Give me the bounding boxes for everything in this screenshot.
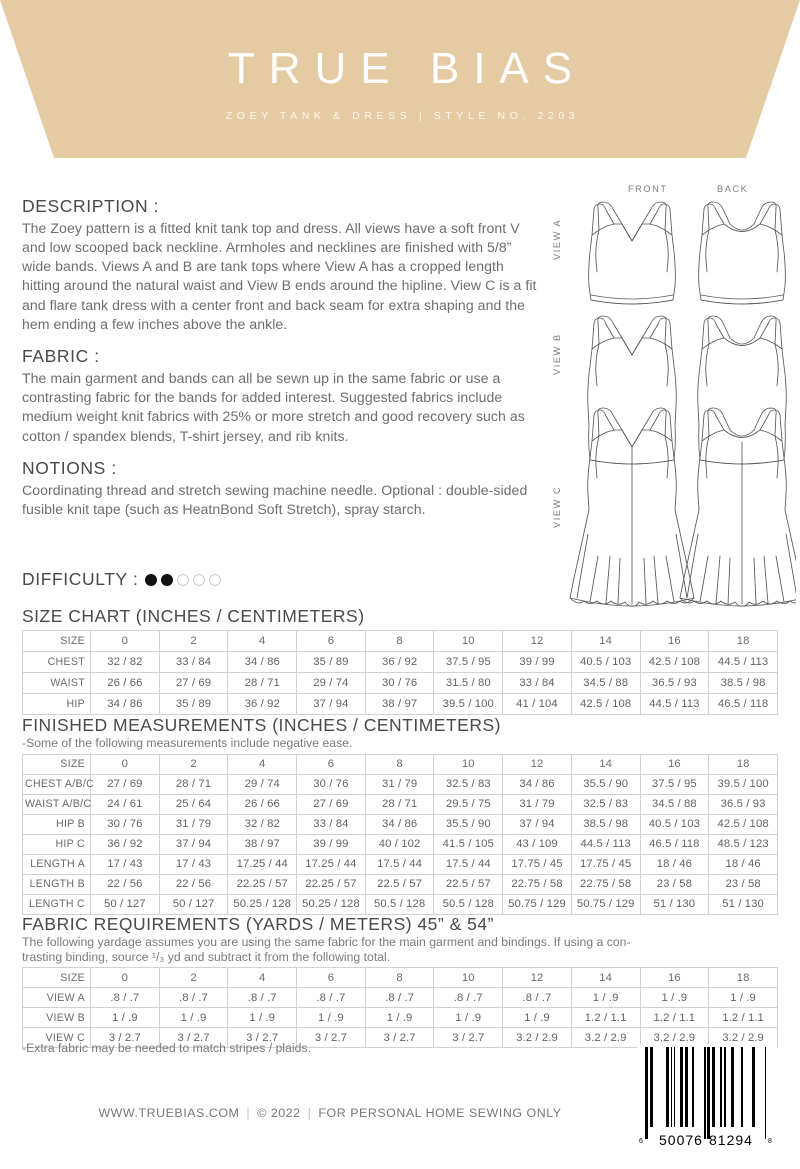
table-row-label: LENGTH C (23, 894, 91, 914)
table-row (23, 894, 778, 914)
table-cell: 22.25 / 57 (297, 874, 366, 894)
table-cell: 1 / .9 (434, 1008, 503, 1028)
table-size-header: 12 (503, 631, 572, 652)
table-cell: 35.5 / 90 (571, 774, 640, 794)
table-cell: 37 / 94 (503, 814, 572, 834)
barcode (637, 1044, 777, 1148)
rights-text: FOR PERSONAL HOME SEWING ONLY (318, 1106, 562, 1120)
table-row (23, 1008, 778, 1028)
table-row (23, 874, 778, 894)
footer-credits (0, 1106, 660, 1120)
svg-text:6: 6 (639, 1138, 643, 1145)
table-row (23, 794, 778, 814)
view-a-back-drawing (699, 202, 786, 304)
table-cell: 1 / .9 (159, 1008, 228, 1028)
table-cell: 22.75 / 58 (571, 874, 640, 894)
table-cell: 34 / 86 (228, 652, 297, 673)
size-chart-title: SIZE CHART (INCHES / CENTIMETERS) (22, 606, 365, 626)
table-cell: 25 / 64 (159, 794, 228, 814)
table-size-header: 0 (91, 754, 160, 774)
table-cell: 42.5 / 108 (709, 814, 778, 834)
table-cell: .8 / .7 (297, 988, 366, 1008)
table-cell: 23 / 58 (709, 874, 778, 894)
table-cell: 34.5 / 88 (571, 673, 640, 694)
view-b-front-drawing (588, 316, 677, 464)
size-chart-section (22, 606, 778, 715)
table-cell: 44.5 / 113 (571, 834, 640, 854)
table-cell: 51 / 130 (640, 894, 709, 914)
table-cell: 50.5 / 128 (365, 894, 434, 914)
table-cell: 39.5 / 100 (434, 694, 503, 715)
table-cell: 34.5 / 88 (640, 794, 709, 814)
table-cell: 1 / .9 (503, 1008, 572, 1028)
table-cell: 50.75 / 129 (571, 894, 640, 914)
table-cell: 3.2 / 2.9 (709, 1028, 778, 1048)
table-size-header: 16 (640, 631, 709, 652)
table-cell: 40 / 102 (365, 834, 434, 854)
table-cell: 38.5 / 98 (571, 814, 640, 834)
table-row-label: WAIST A/B/C (23, 794, 91, 814)
table-cell: 51 / 130 (709, 894, 778, 914)
technical-drawings (546, 178, 796, 608)
table-cell: 38 / 97 (228, 834, 297, 854)
table-cell: 17.75 / 45 (571, 854, 640, 874)
table-cell: 30 / 76 (91, 814, 160, 834)
table-cell: 40.5 / 103 (640, 814, 709, 834)
table-size-header: 14 (571, 754, 640, 774)
table-size-header: 10 (434, 631, 503, 652)
table-cell: 1 / .9 (297, 1008, 366, 1028)
table-corner-label: SIZE (23, 968, 91, 988)
table-cell: 1 / .9 (91, 1008, 160, 1028)
brand-title: TRUE BIAS (227, 43, 587, 93)
table-cell: 36 / 92 (365, 652, 434, 673)
table-cell: 44.5 / 113 (640, 694, 709, 715)
brand-header (0, 0, 800, 160)
table-cell: 17.75 / 45 (503, 854, 572, 874)
table-cell: 46.5 / 118 (640, 834, 709, 854)
table-row-label: CHEST (23, 652, 91, 673)
table-cell: 3 / 2.7 (297, 1028, 366, 1048)
table-cell: 32.5 / 83 (571, 794, 640, 814)
footer-divider-2: | (307, 1106, 312, 1120)
svg-text:8: 8 (768, 1138, 772, 1145)
table-row (23, 834, 778, 854)
difficulty-dot-empty (209, 574, 221, 586)
table-cell: 3.2 / 2.9 (503, 1028, 572, 1048)
table-cell: 37.5 / 95 (434, 652, 503, 673)
table-cell: 1.2 / 1.1 (571, 1008, 640, 1028)
table-cell: 18 / 46 (709, 854, 778, 874)
table-row (23, 694, 778, 715)
description-heading: DESCRIPTION : (22, 196, 160, 216)
table-size-header: 4 (228, 968, 297, 988)
front-label-text: FRONT (628, 184, 668, 194)
table-cell: 26 / 66 (91, 673, 160, 694)
fabric-body: The main garment and bands can all be sewn up in the same fabric or use a contrasting fabric for the bands for added interest. Suggested fabrics include medium weight knit fabrics with 25% or more stretch and good recovery such as cotton / spandex blends, T-shirt jersey, and rib knits. (22, 369, 525, 444)
table-cell: 22.75 / 58 (503, 874, 572, 894)
table-size-header: 4 (228, 631, 297, 652)
website-text: WWW.TRUEBIAS.COM (98, 1106, 240, 1120)
table-cell: 32.5 / 83 (434, 774, 503, 794)
table-cell: 1 / .9 (228, 1008, 297, 1028)
table-cell: 39 / 99 (503, 652, 572, 673)
table-cell: 34 / 86 (91, 694, 160, 715)
table-header-row (23, 754, 778, 774)
table-size-header: 18 (709, 968, 778, 988)
fabric-requirements-section (22, 914, 778, 1048)
table-size-header: 6 (297, 968, 366, 988)
table-cell: 39.5 / 100 (709, 774, 778, 794)
table-cell: 42.5 / 108 (640, 652, 709, 673)
table-cell: 34 / 86 (503, 774, 572, 794)
table-cell: 3 / 2.7 (159, 1028, 228, 1048)
table-size-header: 6 (297, 754, 366, 774)
difficulty-row (22, 569, 221, 590)
info-column (22, 196, 538, 519)
finished-measurements-title: FINISHED MEASUREMENTS (INCHES / CENTIMETERS) (22, 715, 501, 735)
table-cell: 50.75 / 129 (503, 894, 572, 914)
view-c-label-text: VIEW C (552, 485, 562, 528)
table-cell: 50 / 127 (91, 894, 160, 914)
table-cell: 24 / 61 (91, 794, 160, 814)
table-cell: 35 / 89 (159, 694, 228, 715)
table-cell: 27 / 69 (297, 794, 366, 814)
view-c-back-drawing (680, 408, 796, 606)
table-cell: 46.5 / 118 (709, 694, 778, 715)
table-row (23, 854, 778, 874)
table-cell: 1.2 / 1.1 (640, 1008, 709, 1028)
table-cell: 22.5 / 57 (434, 874, 503, 894)
table-cell: 3 / 2.7 (434, 1028, 503, 1048)
table-cell: 50 / 127 (159, 894, 228, 914)
table-cell: 32 / 82 (91, 652, 160, 673)
table-cell: 22.5 / 57 (365, 874, 434, 894)
difficulty-dot-filled (161, 574, 173, 586)
table-cell: 29 / 74 (297, 673, 366, 694)
view-a-label-text: VIEW A (552, 218, 562, 260)
table-cell: 28 / 71 (365, 794, 434, 814)
table-size-header: 0 (91, 631, 160, 652)
table-size-header: 2 (159, 754, 228, 774)
table-size-header: 10 (434, 754, 503, 774)
table-size-header: 12 (503, 754, 572, 774)
table-cell: .8 / .7 (503, 988, 572, 1008)
table-size-header: 8 (365, 968, 434, 988)
back-label-text: BACK (717, 184, 749, 194)
table-cell: 44.5 / 113 (709, 652, 778, 673)
table-cell: 1 / .9 (709, 988, 778, 1008)
svg-text:50076: 50076 (659, 1132, 703, 1148)
fabric-heading: FABRIC : (22, 346, 100, 367)
table-row (23, 673, 778, 694)
table-cell: 1 / .9 (640, 988, 709, 1008)
table-cell: 27 / 69 (159, 673, 228, 694)
brand-subtitle: ZOEY TANK & DRESS | STYLE NO. 2203 (225, 109, 580, 122)
table-cell: 43 / 109 (503, 834, 572, 854)
table-cell: .8 / .7 (365, 988, 434, 1008)
table-row-label: VIEW C (23, 1028, 91, 1048)
table-corner-label: SIZE (23, 754, 91, 774)
fabric-requirements-title: FABRIC REQUIREMENTS (YARDS / METERS) 45” & 54” (22, 914, 494, 934)
table-cell: 28 / 71 (159, 774, 228, 794)
table-size-header: 18 (709, 631, 778, 652)
table-cell: 40.5 / 103 (571, 652, 640, 673)
table-cell: .8 / .7 (91, 988, 160, 1008)
table-size-header: 2 (159, 631, 228, 652)
table-row-label: LENGTH A (23, 854, 91, 874)
table-cell: 1 / .9 (571, 988, 640, 1008)
table-corner-label: SIZE (23, 631, 91, 652)
description-body: The Zoey pattern is a fitted knit tank top and dress. All views have a soft front V and low scooped back neckline. Armholes and necklines are finished with 5/8” wide bands. Views A and B are tank tops where View A has a cropped length hitting around the natural waist and View B ends around the hipline. View C is a fit and flare tank dress with a center front and back seam for extra shaping and the hem ending a few inches above the ankle. (22, 219, 537, 332)
table-size-header: 16 (640, 754, 709, 774)
table-size-header: 0 (91, 968, 160, 988)
table-size-header: 6 (297, 631, 366, 652)
table-cell: 31.5 / 80 (434, 673, 503, 694)
table-cell: 42.5 / 108 (571, 694, 640, 715)
table-cell: 32 / 82 (228, 814, 297, 834)
table-cell: 50.25 / 128 (297, 894, 366, 914)
table-cell: 3 / 2.7 (365, 1028, 434, 1048)
table-cell: 35.5 / 90 (434, 814, 503, 834)
finished-measurements-table (22, 754, 778, 915)
table-header-row (23, 968, 778, 988)
size-chart-table (22, 630, 778, 715)
table-cell: 22.25 / 57 (228, 874, 297, 894)
table-cell: 30 / 76 (365, 673, 434, 694)
table-size-header: 18 (709, 754, 778, 774)
table-cell: 37 / 94 (159, 834, 228, 854)
table-cell: 29.5 / 75 (434, 794, 503, 814)
table-cell: 17.5 / 44 (434, 854, 503, 874)
finished-measurements-section (22, 715, 778, 915)
table-cell: 22 / 56 (91, 874, 160, 894)
table-row (23, 988, 778, 1008)
table-cell: 33 / 84 (503, 673, 572, 694)
table-cell: 37.5 / 95 (640, 774, 709, 794)
table-cell: 41 / 104 (503, 694, 572, 715)
table-cell: 1.2 / 1.1 (709, 1008, 778, 1028)
table-cell: 36.5 / 93 (709, 794, 778, 814)
table-cell: 29 / 74 (228, 774, 297, 794)
footer-divider-1: | (246, 1106, 251, 1120)
extra-fabric-note: -Extra fabric may be needed to match stripes / plaids. (22, 1041, 311, 1055)
table-cell: 31 / 79 (159, 814, 228, 834)
table-cell: 26 / 66 (228, 794, 297, 814)
table-cell: 17 / 43 (91, 854, 160, 874)
table-size-header: 8 (365, 754, 434, 774)
table-size-header: 8 (365, 631, 434, 652)
table-size-header: 4 (228, 754, 297, 774)
difficulty-label: DIFFICULTY : (22, 569, 139, 589)
table-size-header: 14 (571, 631, 640, 652)
table-size-header: 16 (640, 968, 709, 988)
table-cell: 17 / 43 (159, 854, 228, 874)
table-cell: 38 / 97 (365, 694, 434, 715)
table-cell: .8 / .7 (159, 988, 228, 1008)
table-row-label: WAIST (23, 673, 91, 694)
notions-body: Coordinating thread and stretch sewing machine needle. Optional : double-sided fusible knit tape (such as HeatnBond Soft Stretch), spray starch. (22, 481, 528, 517)
view-a-front-drawing (589, 202, 676, 304)
fabric-requirements-table (22, 967, 778, 1048)
table-row (23, 814, 778, 834)
table-cell: 3.2 / 2.9 (640, 1028, 709, 1048)
table-size-header: 14 (571, 968, 640, 988)
finished-measurements-note: -Some of the following measurements include negative ease. (22, 736, 353, 750)
table-cell: 3 / 2.7 (91, 1028, 160, 1048)
table-cell: 27 / 69 (91, 774, 160, 794)
difficulty-dot-filled (145, 574, 157, 586)
table-cell: 36.5 / 93 (640, 673, 709, 694)
table-cell: 33 / 84 (297, 814, 366, 834)
table-cell: 1 / .9 (365, 1008, 434, 1028)
table-cell: .8 / .7 (434, 988, 503, 1008)
notions-heading: NOTIONS : (22, 457, 117, 478)
table-size-header: 12 (503, 968, 572, 988)
table-cell: 48.5 / 123 (709, 834, 778, 854)
difficulty-dot-empty (193, 574, 205, 586)
table-cell: 30 / 76 (297, 774, 366, 794)
difficulty-dots (145, 574, 221, 586)
table-cell: 38.5 / 98 (709, 673, 778, 694)
table-header-row (23, 631, 778, 652)
table-cell: 31 / 79 (365, 774, 434, 794)
table-row (23, 652, 778, 673)
table-cell: 35 / 89 (297, 652, 366, 673)
table-cell: 18 / 46 (640, 854, 709, 874)
table-size-header: 2 (159, 968, 228, 988)
table-cell: 36 / 92 (91, 834, 160, 854)
table-row-label: HIP (23, 694, 91, 715)
table-cell: 17.25 / 44 (297, 854, 366, 874)
table-row-label: HIP B (23, 814, 91, 834)
table-cell: 37 / 94 (297, 694, 366, 715)
table-row-label: VIEW B (23, 1008, 91, 1028)
table-cell: 22 / 56 (159, 874, 228, 894)
copyright-text: © 2022 (257, 1106, 301, 1120)
table-cell: .8 / .7 (228, 988, 297, 1008)
fabric-requirements-note-1: The following yardage assumes you are using the same fabric for the main garment and bindings. If using a con- (22, 935, 631, 949)
table-row-label: LENGTH B (23, 874, 91, 894)
table-cell: 39 / 99 (297, 834, 366, 854)
table-cell: 17.5 / 44 (365, 854, 434, 874)
table-cell: 33 / 84 (159, 652, 228, 673)
table-row (23, 774, 778, 794)
table-cell: 31 / 79 (503, 794, 572, 814)
fabric-requirements-note-2: trasting binding, source ¹/₃ yd and subtract it from the following total. (22, 949, 391, 964)
table-cell: 50.5 / 128 (434, 894, 503, 914)
svg-text:81294: 81294 (709, 1132, 753, 1148)
table-size-header: 10 (434, 968, 503, 988)
table-row-label: VIEW A (23, 988, 91, 1008)
table-row-label: CHEST A/B/C (23, 774, 91, 794)
table-cell: 3 / 2.7 (228, 1028, 297, 1048)
table-cell: 50.25 / 128 (228, 894, 297, 914)
table-row-label: HIP C (23, 834, 91, 854)
table-cell: 36 / 92 (228, 694, 297, 715)
table-cell: 28 / 71 (228, 673, 297, 694)
table-cell: 17.25 / 44 (228, 854, 297, 874)
table-cell: 34 / 86 (365, 814, 434, 834)
view-b-label-text: VIEW B (552, 333, 562, 375)
table-cell: 23 / 58 (640, 874, 709, 894)
difficulty-dot-empty (177, 574, 189, 586)
table-cell: 41.5 / 105 (434, 834, 503, 854)
table-cell: 3.2 / 2.9 (571, 1028, 640, 1048)
